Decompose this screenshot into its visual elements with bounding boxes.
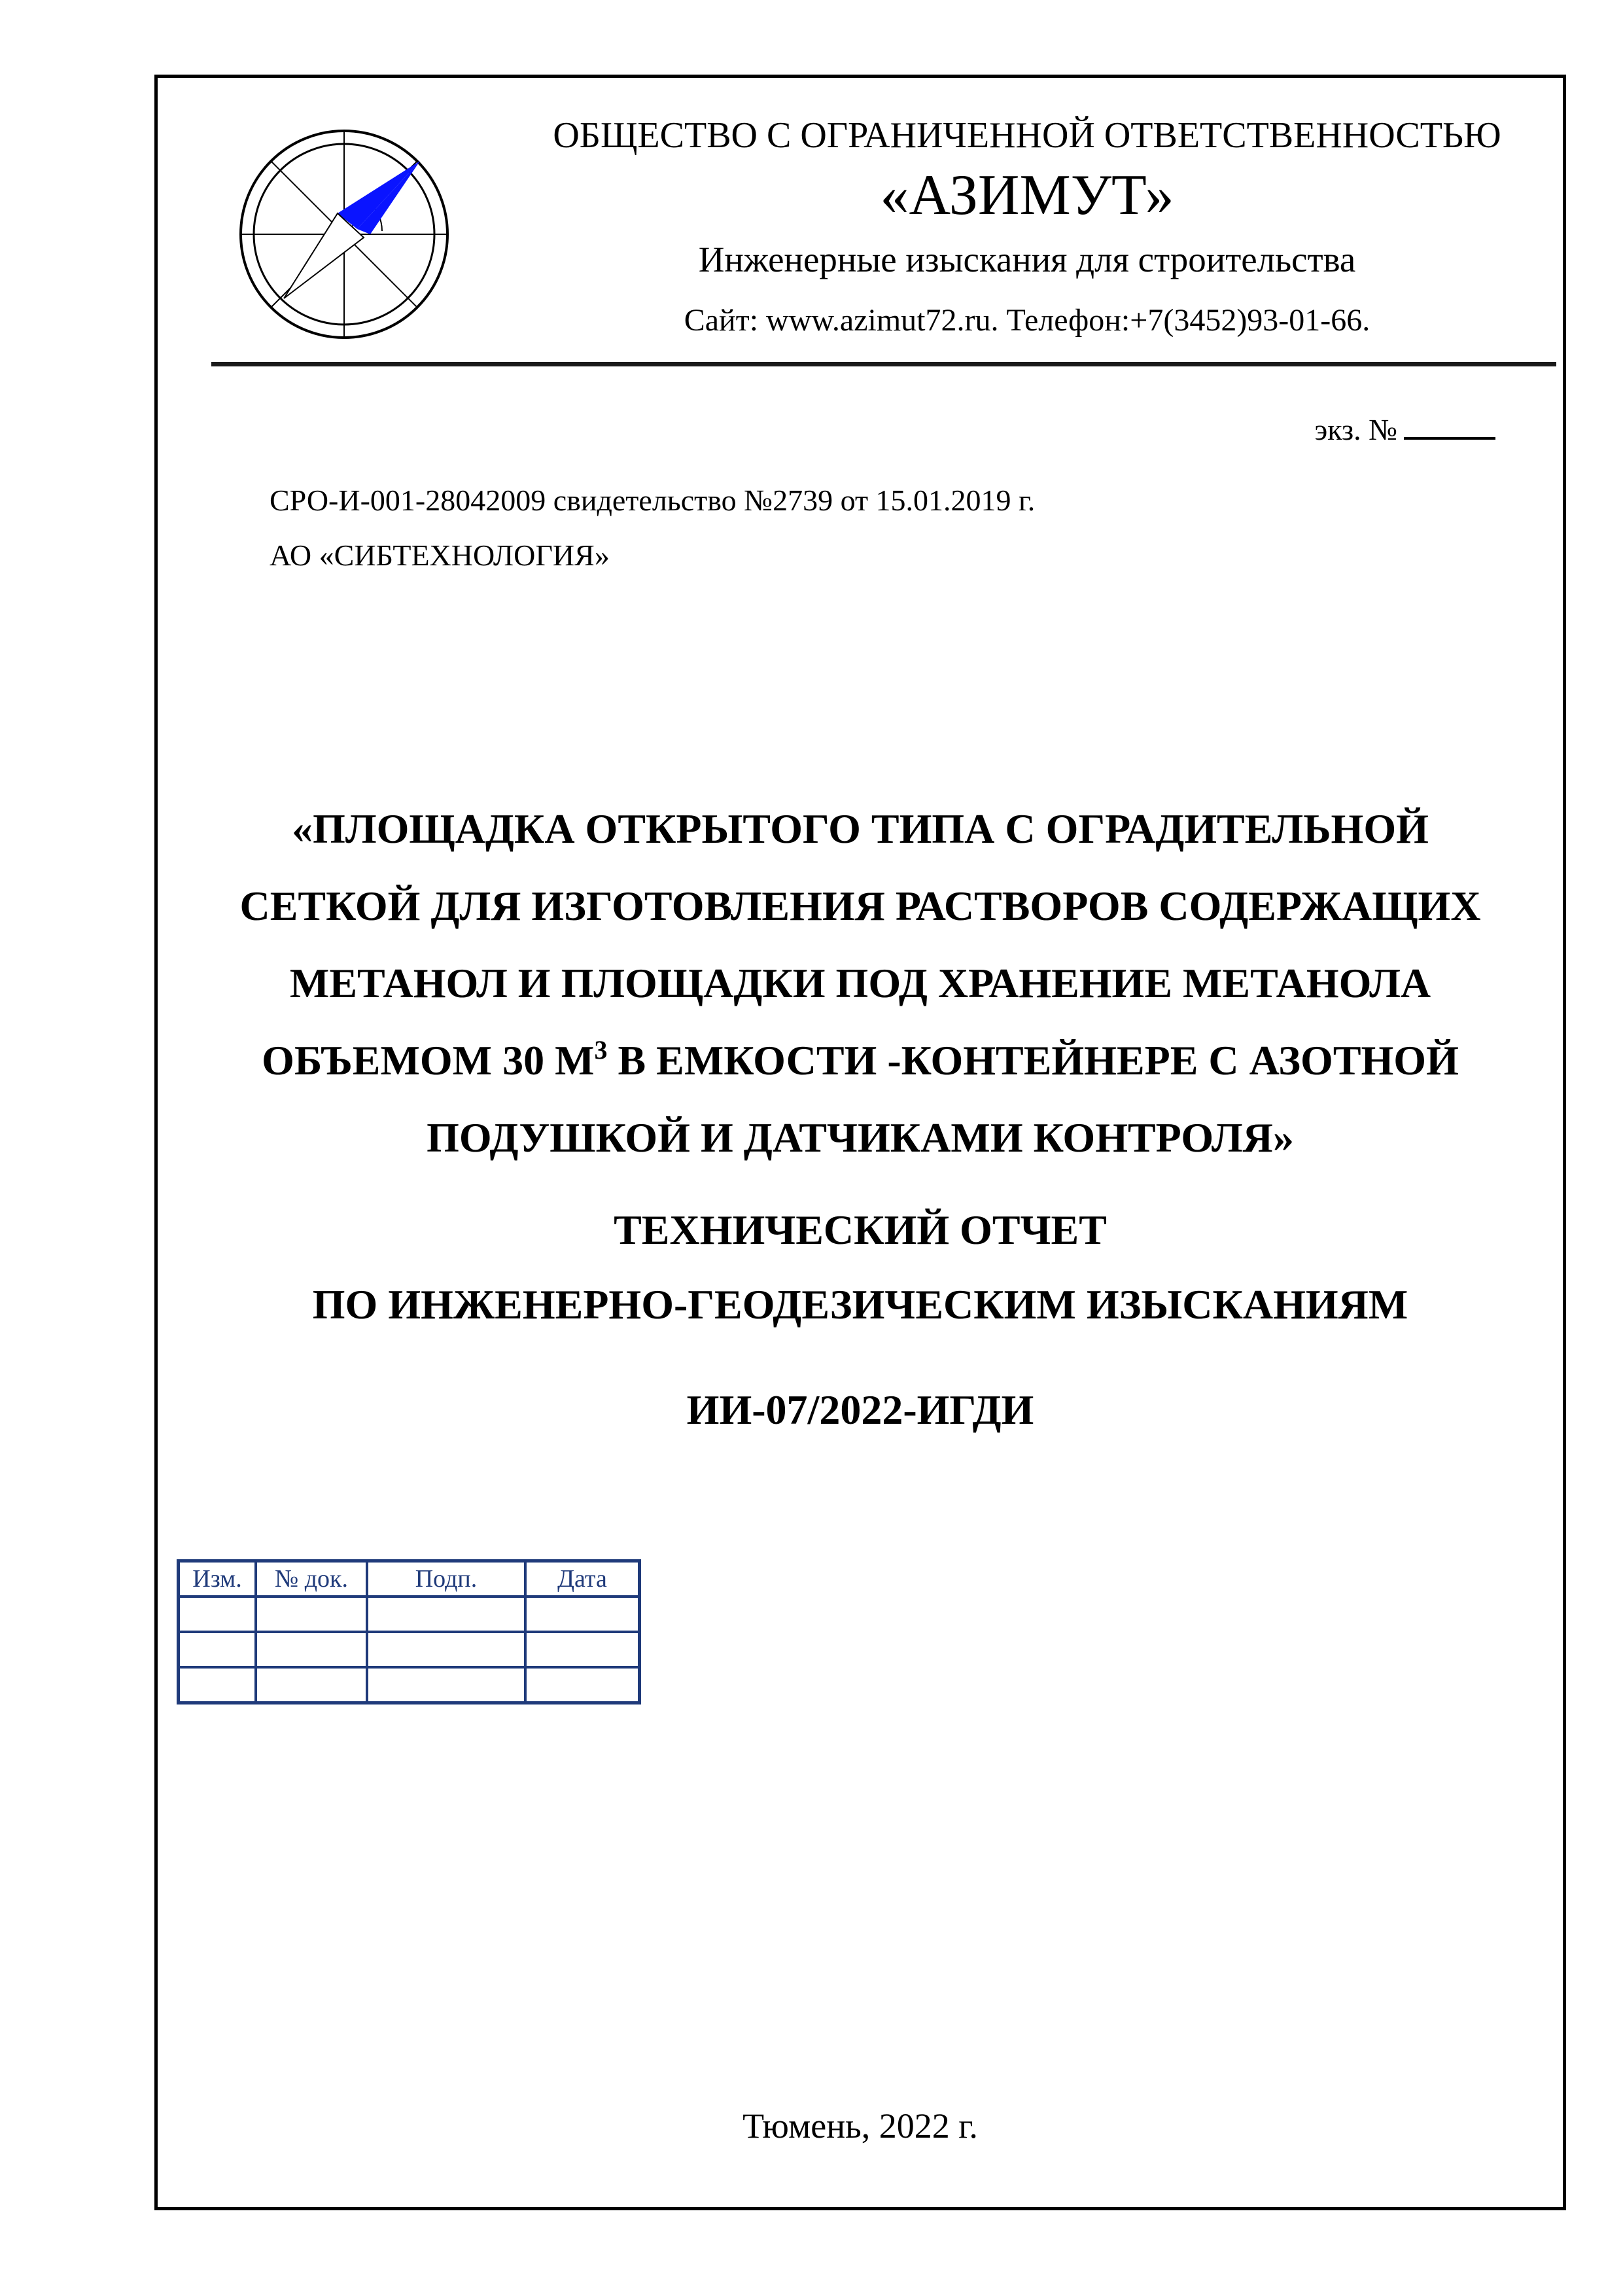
table-row xyxy=(179,1597,640,1632)
col-header-date: Дата xyxy=(525,1561,640,1597)
project-title-line4-pre: ОБЪЕМОМ 30 М xyxy=(262,1037,595,1084)
sro-certificate: СРО-И-001-28042009 свидетельство №2739 от 15.01.2019 г. xyxy=(270,484,1036,517)
project-title-line: МЕТАНОЛ И ПЛОЩАДКИ ПОД ХРАНЕНИЕ МЕТАНОЛА xyxy=(289,960,1431,1006)
place-and-year: Тюмень, 2022 г. xyxy=(742,2106,978,2146)
project-title-line: ПОДУШКОЙ И ДАТЧИКАМИ КОНТРОЛЯ» xyxy=(427,1114,1294,1161)
copy-number xyxy=(1314,411,1495,447)
col-header-signature: Подп. xyxy=(367,1561,525,1597)
project-title-line: «ПЛОЩАДКА ОТКРЫТОГО ТИПА С ОГРАДИТЕЛЬНОЙ xyxy=(292,805,1429,852)
project-title-superscript: 3 xyxy=(594,1035,608,1065)
project-title-line: СЕТКОЙ ДЛЯ ИЗГОТОВЛЕНИЯ РАСТВОРОВ СОДЕРЖАЩИХ xyxy=(239,883,1481,929)
document-code: ИИ-07/2022-ИГДИ xyxy=(686,1386,1034,1433)
copy-number-blank xyxy=(1404,411,1495,440)
table-row xyxy=(179,1667,640,1703)
project-title-line4-post: В ЕМКОСТИ -КОНТЕЙНЕРЕ С АЗОТНОЙ xyxy=(607,1037,1459,1084)
org-type: ОБЩЕСТВО С ОГРАНИЧЕННОЙ ОТВЕТСТВЕННОСТЬЮ xyxy=(553,115,1501,156)
report-type: ТЕХНИЧЕСКИЙ ОТЧЕТ xyxy=(614,1207,1107,1253)
copy-number-label: экз. № xyxy=(1314,413,1397,446)
project-title xyxy=(157,790,1563,1176)
header-divider xyxy=(211,362,1556,366)
project-title-line xyxy=(157,1022,1563,1099)
report-subject: ПО ИНЖЕНЕРНО-ГЕОДЕЗИЧЕСКИМ ИЗЫСКАНИЯМ xyxy=(312,1281,1408,1328)
company-name: «АЗИМУТ» xyxy=(880,164,1174,227)
revision-table-header xyxy=(179,1561,640,1597)
company-contacts: Сайт: www.azimut72.ru. Телефон:+7(3452)93-01-66. xyxy=(684,303,1370,338)
revision-table xyxy=(177,1559,641,1704)
col-header-change: Изм. xyxy=(179,1561,256,1597)
company-activity: Инженерные изыскания для строительства xyxy=(698,239,1356,279)
customer-name: АО «СИБТЕХНОЛОГИЯ» xyxy=(270,539,610,572)
compass-logo-icon xyxy=(233,123,455,345)
col-header-doc-number: № док. xyxy=(256,1561,367,1597)
table-row xyxy=(179,1632,640,1667)
